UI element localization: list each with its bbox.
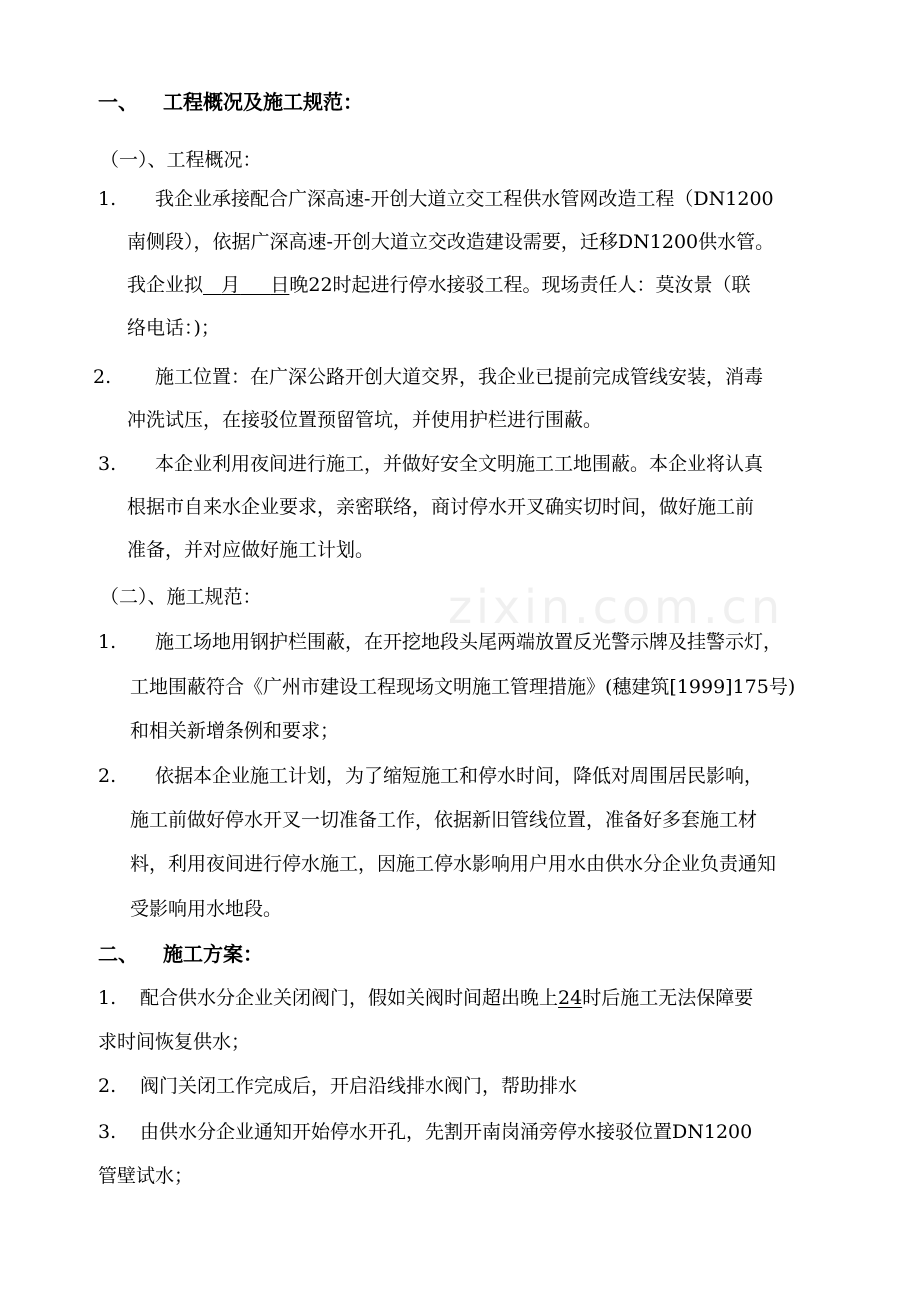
plan-text: 时后施工无法保障要 — [582, 987, 754, 1009]
section-1-number: 一、 — [98, 90, 138, 114]
plan-text: 由供水分企业通知开始停水开孔，先割开南岗涌旁停水接驳位置DN1200 — [140, 1121, 753, 1143]
item-text: 施工场地用钢护栏围蔽，在开挖地段头尾两端放置反光警示牌及挂警示灯， — [155, 631, 783, 653]
plan-number: 2. — [98, 1075, 117, 1097]
item-number: 2. — [93, 366, 112, 388]
item-text: 施工前做好停水开叉一切准备工作，依据新旧管线位置，准备好多套施工材 — [130, 809, 758, 831]
blank-month: 月 日 — [221, 274, 290, 296]
section-2-title: 施工方案： — [163, 942, 263, 966]
item-text: 工地围蔽符合《广州市建设工程现场文明施工管理措施》(穗建筑[1999]175号) — [130, 676, 796, 698]
underlined-hour: 24 — [558, 987, 583, 1009]
plan-text: 管壁试水； — [98, 1165, 194, 1187]
item-text: 和相关新增条例和要求； — [130, 720, 340, 742]
item-text: 我企业承接配合广深高速-开创大道立交工程供水管网改造工程（DN1200 — [155, 188, 774, 210]
item-text: 施工位置：在广深公路开创大道交界，我企业已提前完成管线安装，消毒 — [155, 366, 764, 388]
item-text: 本企业利用夜间进行施工，并做好安全文明施工工地围蔽。本企业将认真 — [155, 453, 764, 475]
item-number: 1. — [98, 631, 117, 653]
plan-text: 阀门关闭工作完成后，开启沿线排水阀门，帮助排水 — [140, 1075, 578, 1097]
item-text: 料，利用夜间进行停水施工，因施工停水影响用户用水由供水分企业负责通知 — [130, 853, 777, 875]
section-1-title: 工程概况及施工规范： — [163, 90, 363, 114]
subsection-2-heading: （二）、施工规范： — [100, 586, 262, 608]
plan-number: 1. — [98, 987, 117, 1009]
plan-text: 求时间恢复供水； — [98, 1031, 251, 1053]
plan-number: 3. — [98, 1121, 117, 1143]
item-text: 根据市自来水企业要求，亲密联络，商讨停水开叉确实切时间，做好施工前 — [127, 496, 755, 518]
item-number: 1. — [98, 188, 117, 210]
watermark-text: zixin.com.cn — [448, 580, 785, 634]
item-number: 3. — [98, 453, 117, 475]
item-text: 准备，并对应做好施工计划。 — [127, 539, 375, 561]
item-text: 受影响用水地段。 — [130, 898, 283, 920]
item-text: 南侧段），依据广深高速-开创大道立交改造建设需要，迁移DN1200供水管。 — [127, 231, 775, 253]
plan-text: 配合供水分企业关闭阀门，假如关阀时间超出晚上 — [140, 987, 559, 1009]
item-text: 晚22时起进行停水接驳工程。现场责任人：莫汝景（联 — [289, 274, 751, 296]
item-text-with-blanks — [127, 273, 751, 297]
item-text: 我企业拟 — [127, 274, 204, 296]
plan-text-with-underline — [140, 986, 753, 1010]
item-text: 冲洗试压，在接驳位置预留管坑，并使用护栏进行围蔽。 — [127, 409, 603, 431]
subsection-1-heading: （一）、工程概况： — [100, 149, 262, 171]
item-text: 依据本企业施工计划，为了缩短施工和停水时间，降低对周围居民影响， — [155, 765, 764, 787]
item-number: 2. — [98, 765, 117, 787]
item-text: 络电话：)； — [127, 317, 220, 339]
section-2-number: 二、 — [98, 942, 138, 966]
